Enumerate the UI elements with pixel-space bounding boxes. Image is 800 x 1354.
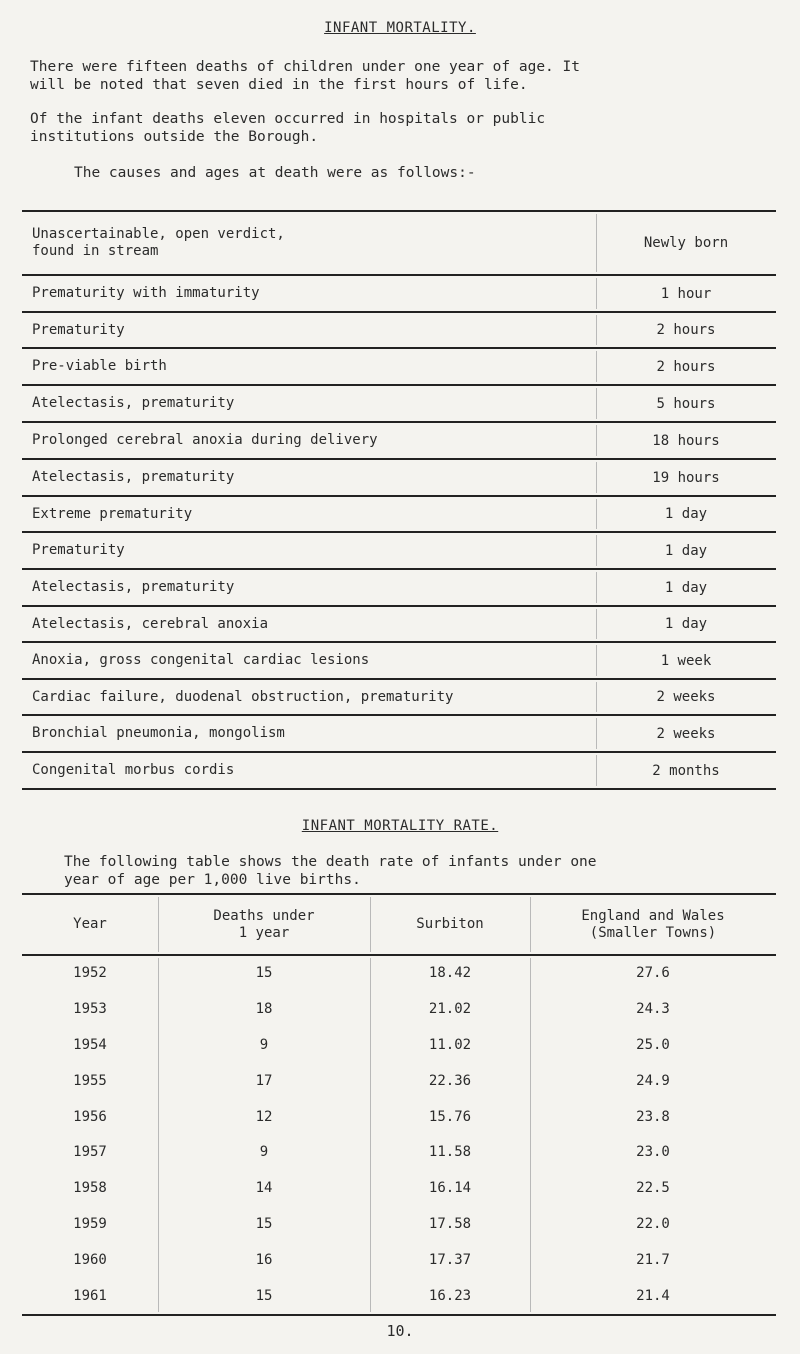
cause-text: Unascertainable, open verdict, found in stream — [32, 226, 285, 259]
deaths-cell: 17 — [255, 1072, 273, 1089]
surbiton-rate-cell: 22.36 — [428, 1072, 472, 1089]
surbiton-rate-cell: 16.23 — [428, 1287, 472, 1304]
age-at-death: 1 day — [664, 579, 708, 596]
deaths-cell: 16 — [255, 1251, 273, 1268]
year-cell: 1960 — [73, 1251, 107, 1268]
column-divider — [530, 897, 531, 952]
cause-row — [22, 716, 776, 753]
cause-row — [22, 607, 776, 643]
rate-row — [22, 1242, 776, 1278]
cause-text: Anoxia, gross congenital cardiac lesions — [32, 652, 370, 668]
rates-body — [22, 956, 776, 1316]
table-top-rule — [22, 210, 776, 212]
england-wales-rate-cell: 23.0 — [636, 1144, 670, 1161]
year-cell: 1955 — [73, 1072, 107, 1089]
age-at-death: 5 hours — [656, 395, 716, 412]
cause-text: Atelectasis, prematurity — [32, 579, 235, 595]
cause-row — [22, 460, 776, 497]
cause-text: Prematurity with immaturity — [32, 285, 260, 301]
infant-mortality-heading: INFANT MORTALITY. — [324, 20, 476, 36]
intro-paragraph-3: The causes and ages at death were as follows:- — [74, 165, 476, 181]
page-number: 10. — [386, 1322, 414, 1340]
column-divider — [158, 897, 159, 952]
cause-row — [22, 313, 776, 349]
year-cell: 1956 — [73, 1108, 107, 1125]
deaths-cell: 15 — [255, 1215, 273, 1232]
cause-row — [22, 276, 776, 313]
age-at-death: 1 day — [664, 542, 708, 559]
surbiton-rate-cell: 11.58 — [428, 1144, 472, 1161]
column-divider — [370, 897, 371, 952]
cause-text: Congenital morbus cordis — [32, 762, 235, 778]
cause-text: Cardiac failure, duodenal obstruction, prematurity — [32, 688, 454, 705]
year-cell: 1952 — [73, 965, 107, 982]
cause-row — [22, 570, 776, 607]
deaths-cell: 18 — [255, 1001, 273, 1018]
cause-row — [22, 423, 776, 460]
england-wales-rate-cell: 24.3 — [636, 1001, 670, 1018]
surbiton-rate-cell: 21.02 — [428, 1001, 472, 1018]
intro-paragraph-2: Of the infant deaths eleven occurred in hospitals or public institutions outside the Borough. — [30, 111, 546, 145]
rate-row — [22, 1099, 776, 1135]
cause-text: Pre-viable birth — [32, 358, 167, 374]
deaths-cell: 12 — [255, 1108, 273, 1125]
cause-row — [22, 680, 776, 716]
cause-text: Prematurity — [32, 542, 125, 558]
deaths-cell: 9 — [259, 1036, 269, 1053]
cause-row — [22, 533, 776, 570]
cause-row — [22, 753, 776, 790]
rate-row — [22, 1207, 776, 1243]
surbiton-rate-cell: 16.14 — [428, 1180, 472, 1197]
rate-row — [22, 1135, 776, 1171]
rates-header-row — [22, 895, 776, 956]
cause-text: Atelectasis, cerebral anoxia — [32, 615, 269, 632]
column-header: England and Wales (Smaller Towns) — [581, 907, 725, 941]
infant-mortality-rate-heading: INFANT MORTALITY RATE. — [301, 818, 499, 834]
rate-row — [22, 992, 776, 1028]
year-cell: 1957 — [73, 1144, 107, 1161]
cause-row — [22, 643, 776, 680]
england-wales-rate-cell: 27.6 — [636, 965, 670, 982]
age-at-death: 2 hours — [656, 358, 716, 375]
england-wales-rate-cell: 22.0 — [636, 1215, 670, 1232]
england-wales-rate-cell: 23.8 — [636, 1108, 670, 1125]
cause-text: Bronchial pneumonia, mongolism — [32, 725, 285, 741]
deaths-cell: 14 — [255, 1180, 273, 1197]
cause-row — [22, 386, 776, 423]
surbiton-rate-cell: 18.42 — [428, 965, 472, 982]
column-header: Surbiton — [416, 916, 484, 932]
age-at-death: 1 day — [664, 506, 708, 522]
column-header: Deaths under 1 year — [213, 907, 315, 941]
rate-paragraph: The following table shows the death rate of infants under one year of age per 1,000 live births. — [64, 854, 597, 888]
column-header: Year — [73, 916, 107, 932]
cause-row — [22, 349, 776, 386]
year-cell: 1959 — [73, 1215, 107, 1232]
cause-row — [22, 212, 776, 276]
rate-row — [22, 1028, 776, 1064]
england-wales-rate-cell: 21.4 — [636, 1287, 670, 1304]
year-cell: 1954 — [73, 1036, 107, 1053]
age-at-death: 1 day — [664, 616, 708, 632]
surbiton-rate-cell: 15.76 — [428, 1108, 472, 1125]
surbiton-rate-cell: 17.58 — [428, 1215, 472, 1232]
rate-row — [22, 1278, 776, 1314]
age-at-death: 2 weeks — [656, 689, 716, 705]
cause-text: Extreme prematurity — [32, 505, 193, 522]
cause-text: Atelectasis, prematurity — [32, 395, 235, 411]
year-cell: 1961 — [73, 1287, 107, 1304]
age-at-death: 19 hours — [652, 469, 720, 486]
rate-row — [22, 1171, 776, 1207]
age-at-death: 1 week — [660, 652, 712, 669]
surbiton-rate-cell: 17.37 — [428, 1251, 472, 1268]
age-at-death: 2 weeks — [656, 725, 716, 742]
england-wales-rate-cell: 22.5 — [636, 1180, 670, 1197]
england-wales-rate-cell: 24.9 — [636, 1072, 670, 1089]
rate-row — [22, 1063, 776, 1099]
england-wales-rate-cell: 25.0 — [636, 1036, 670, 1053]
age-at-death: 1 hour — [660, 285, 712, 302]
surbiton-rate-cell: 11.02 — [428, 1036, 472, 1053]
england-wales-rate-cell: 21.7 — [636, 1251, 670, 1268]
deaths-cell: 15 — [255, 965, 273, 982]
cause-text: Prolonged cerebral anoxia during delivery — [32, 432, 378, 448]
year-cell: 1958 — [73, 1180, 107, 1197]
cause-text: Atelectasis, prematurity — [32, 469, 235, 485]
age-at-death: Newly born — [643, 235, 729, 251]
deaths-cell: 15 — [255, 1287, 273, 1304]
intro-paragraph-1: There were fifteen deaths of children under one year of age. It will be noted that seven died in the first hours of life. — [30, 59, 580, 93]
cause-text: Prematurity — [32, 321, 125, 338]
rate-row — [22, 956, 776, 992]
deaths-cell: 9 — [259, 1144, 269, 1161]
age-at-death: 2 hours — [656, 322, 716, 338]
age-at-death: 2 months — [652, 762, 720, 779]
age-at-death: 18 hours — [652, 432, 720, 449]
year-cell: 1953 — [73, 1001, 107, 1018]
cause-row — [22, 497, 776, 533]
